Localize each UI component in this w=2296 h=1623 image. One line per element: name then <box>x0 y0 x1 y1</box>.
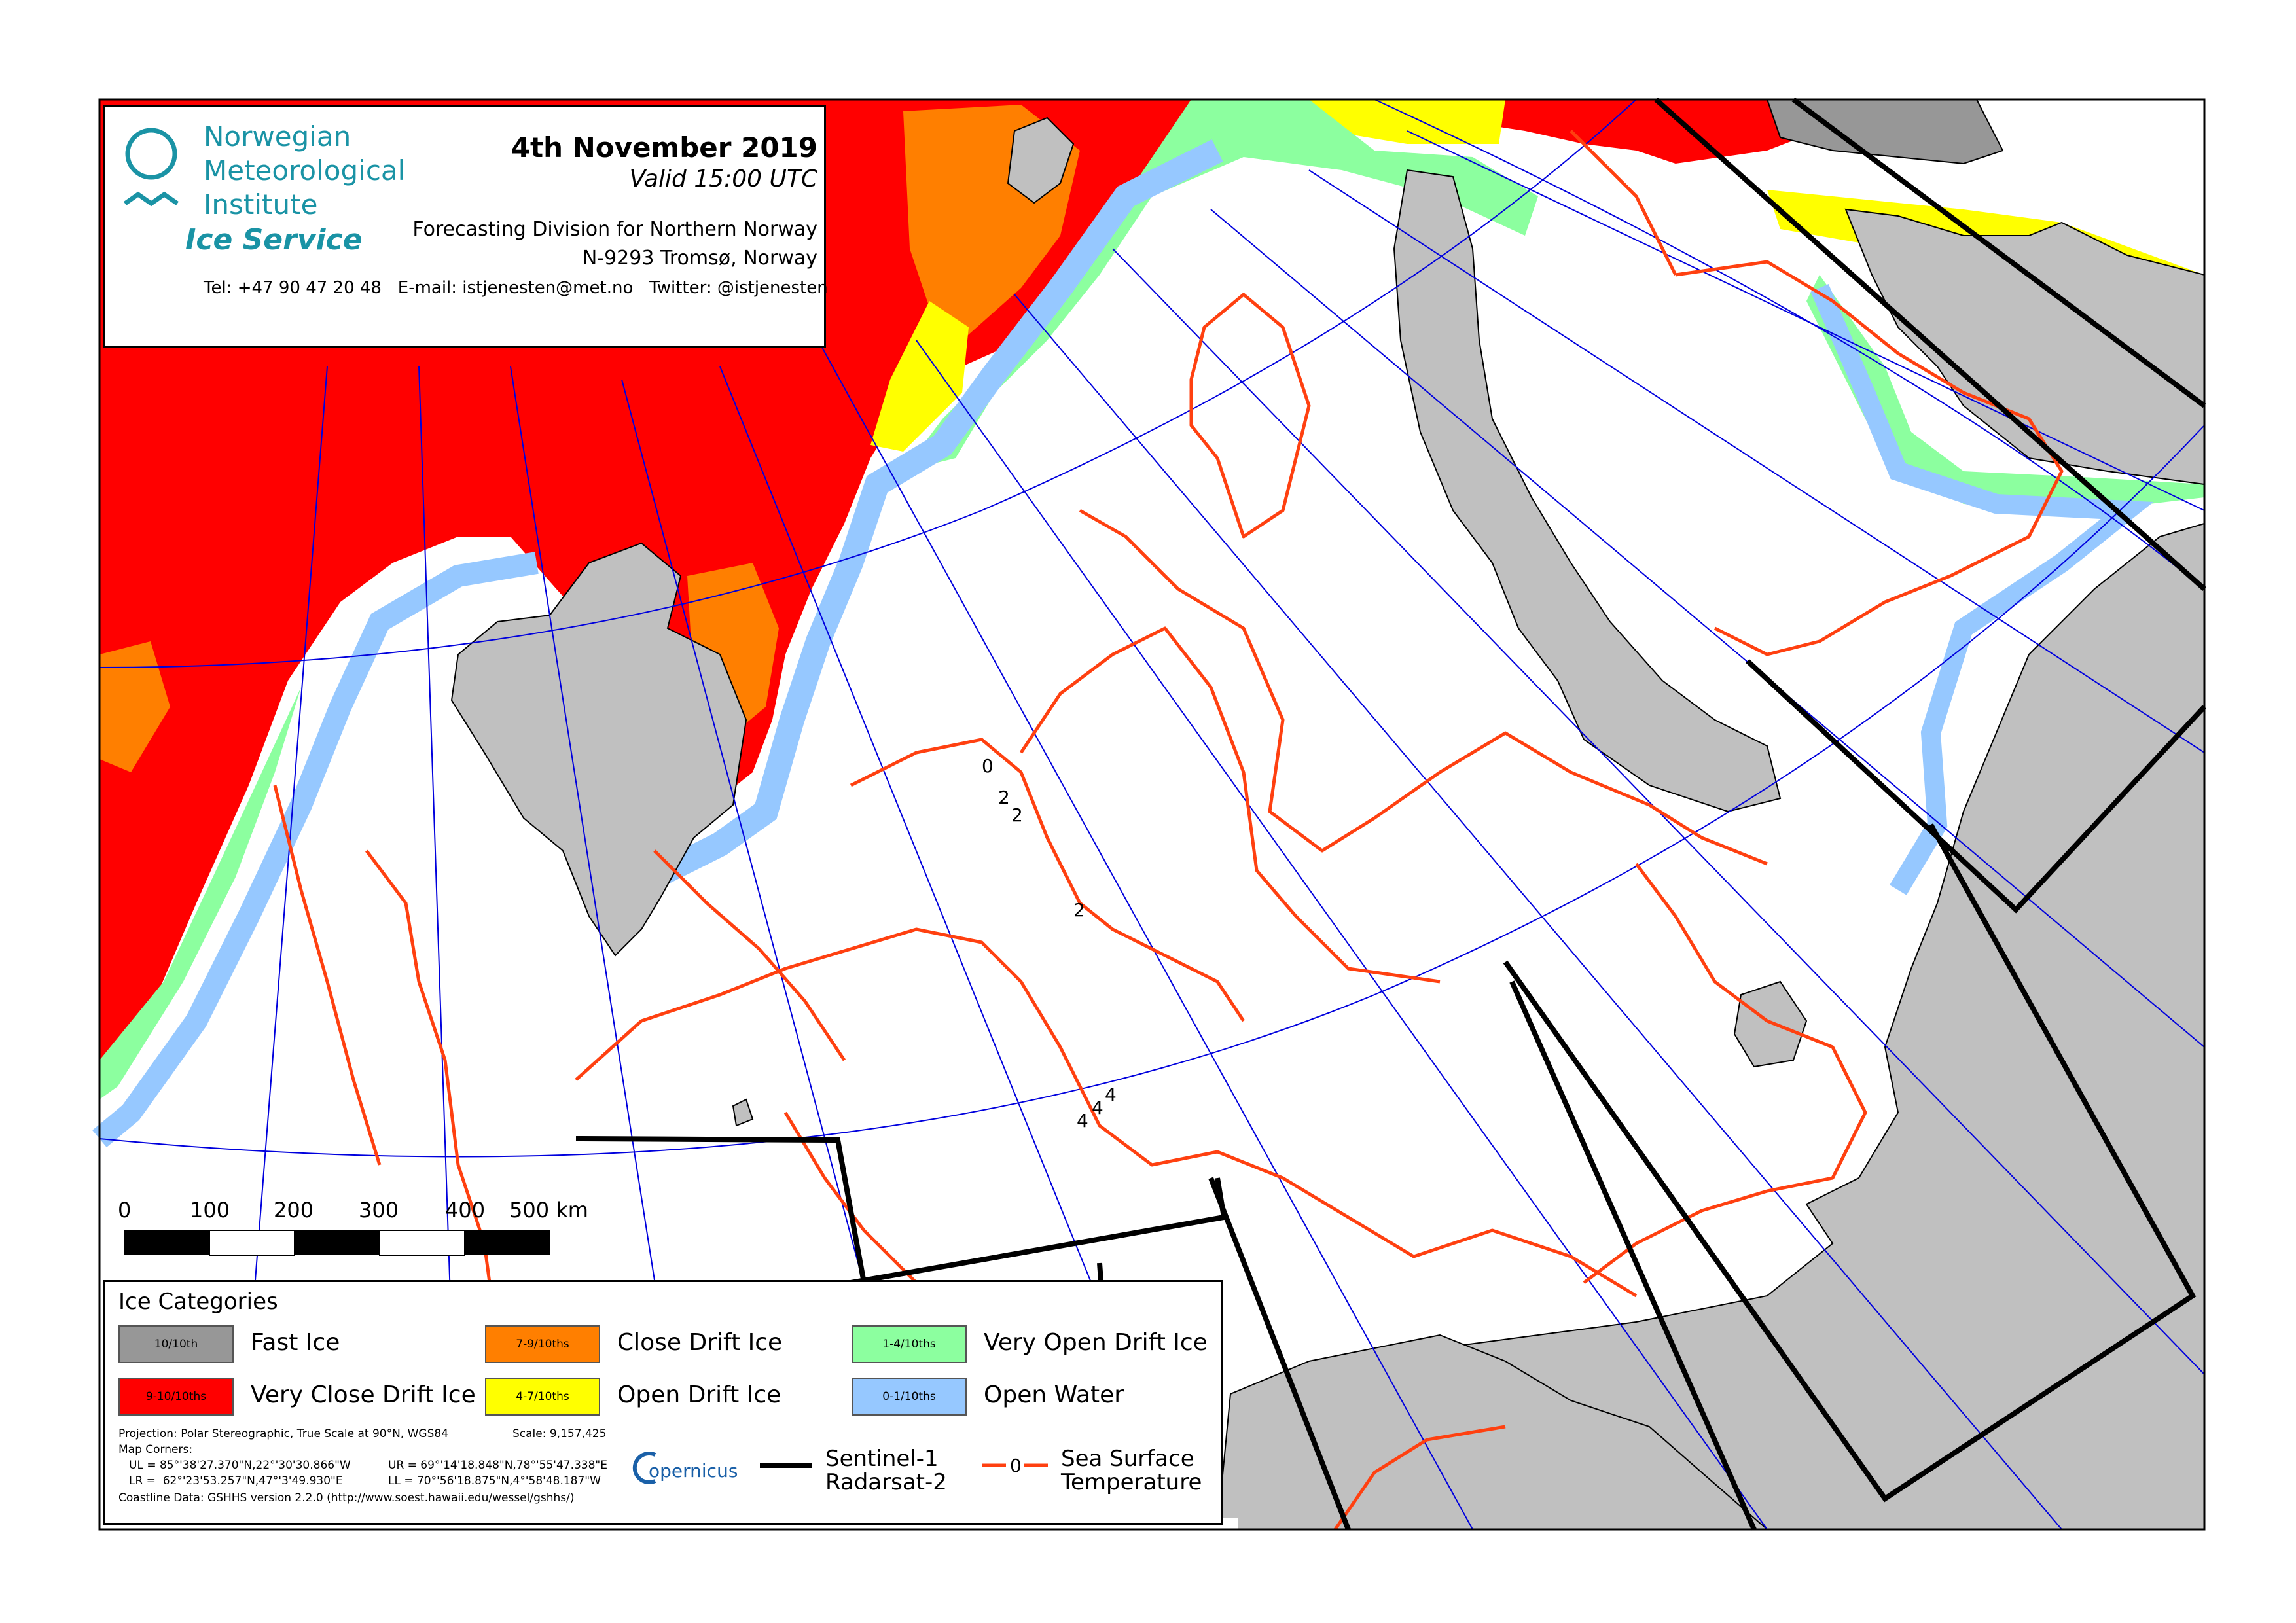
isotherm-label: 4 <box>1092 1097 1103 1118</box>
org-line-1: Norwegian <box>204 120 351 152</box>
corner-ur: UR = 69°'14'18.848"N,78°'55'47.338"E <box>388 1459 607 1472</box>
scale-bar <box>124 1230 550 1255</box>
isotherm-label: 2 <box>1011 804 1023 826</box>
corner-ll: LL = 70°'56'18.875"N,4°'58'48.187"W <box>388 1474 601 1488</box>
legend-title: Ice Categories <box>118 1289 278 1315</box>
swatch-open-drift-ice <box>485 1378 600 1416</box>
swatch-close-drift-ice <box>485 1325 600 1363</box>
map-corners-title: Map Corners: <box>118 1443 193 1456</box>
label-open-water: Open Water <box>984 1382 1124 1408</box>
swatch-fast-ice <box>118 1325 234 1363</box>
chart-date: 4th November 2019 <box>511 132 817 164</box>
swatch-code: 4-7/10ths <box>516 1390 569 1403</box>
label-very-open-drift-ice: Very Open Drift Ice <box>984 1329 1208 1356</box>
organization-name <box>204 120 405 222</box>
label-open-drift-ice: Open Drift Ice <box>617 1382 781 1408</box>
met-logo-icon <box>118 126 190 218</box>
isotherm-label: 4 <box>1077 1110 1088 1132</box>
isotherm-label: 2 <box>998 787 1010 808</box>
isotherm-label: 4 <box>1105 1084 1117 1105</box>
legend-panel <box>103 1280 1223 1525</box>
org-line-3: Institute <box>204 188 318 221</box>
scale-label-400: 400 <box>445 1198 486 1222</box>
division-name: Forecasting Division for Northern Norway <box>412 218 817 241</box>
satellite-line-symbol <box>760 1459 812 1472</box>
sentinel-label: Sentinel-1 <box>825 1446 939 1472</box>
scale-text: Scale: 9,157,425 <box>512 1427 607 1440</box>
swatch-code: 10/10th <box>154 1338 198 1351</box>
address: N-9293 Tromsø, Norway <box>582 247 817 270</box>
scale-label-0: 0 <box>118 1198 132 1222</box>
satellite-legend-label <box>825 1447 947 1494</box>
org-line-2: Meteorological <box>204 154 406 187</box>
scale-label-100: 100 <box>190 1198 230 1222</box>
corner-ul: UL = 85°'38'27.370"N,22°'30'30.866"W <box>129 1459 351 1472</box>
radarsat-label: Radarsat-2 <box>825 1469 947 1495</box>
copernicus-logo-text: opernicus <box>649 1460 738 1482</box>
swatch-code: 0-1/10ths <box>882 1390 936 1403</box>
scale-label-200: 200 <box>274 1198 314 1222</box>
projection-text: Projection: Polar Stereographic, True Scale at 90°N, WGS84 <box>118 1427 449 1440</box>
swatch-code: 1-4/10ths <box>882 1338 936 1351</box>
swatch-code: 7-9/10ths <box>516 1338 569 1351</box>
scale-label-500: 500 km <box>509 1198 588 1222</box>
sst-symbol-label: 0 <box>1010 1455 1022 1476</box>
scale-label-300: 300 <box>359 1198 399 1222</box>
swatch-code: 9-10/10ths <box>145 1390 207 1403</box>
isotherm-label: 2 <box>1073 899 1085 921</box>
coastline-text: Coastline Data: GSHHS version 2.2.0 (http://www.soest.hawaii.edu/wessel/gshhs/) <box>118 1491 575 1505</box>
header-panel <box>103 105 826 348</box>
label-very-close-drift-ice: Very Close Drift Ice <box>251 1382 476 1408</box>
isotherm-label: 0 <box>982 755 994 777</box>
ice-service-title: Ice Service <box>185 223 363 257</box>
label-close-drift-ice: Close Drift Ice <box>617 1329 783 1356</box>
swatch-very-open-drift-ice <box>852 1325 967 1363</box>
sst-legend-label <box>1061 1447 1202 1494</box>
label-fast-ice: Fast Ice <box>251 1329 340 1356</box>
sst-label-1: Sea Surface <box>1061 1446 1194 1472</box>
valid-time: Valid 15:00 UTC <box>629 166 817 192</box>
contact-info: Tel: +47 90 47 20 48 E-mail: istjenesten@met.no Twitter: @istjenesten <box>204 278 828 298</box>
corner-lr: LR = 62°'23'53.257"N,47°'3'49.930"E <box>129 1474 343 1488</box>
swatch-open-water <box>852 1378 967 1416</box>
sst-label-2: Temperature <box>1061 1469 1202 1495</box>
swatch-very-close-drift-ice <box>118 1378 234 1416</box>
